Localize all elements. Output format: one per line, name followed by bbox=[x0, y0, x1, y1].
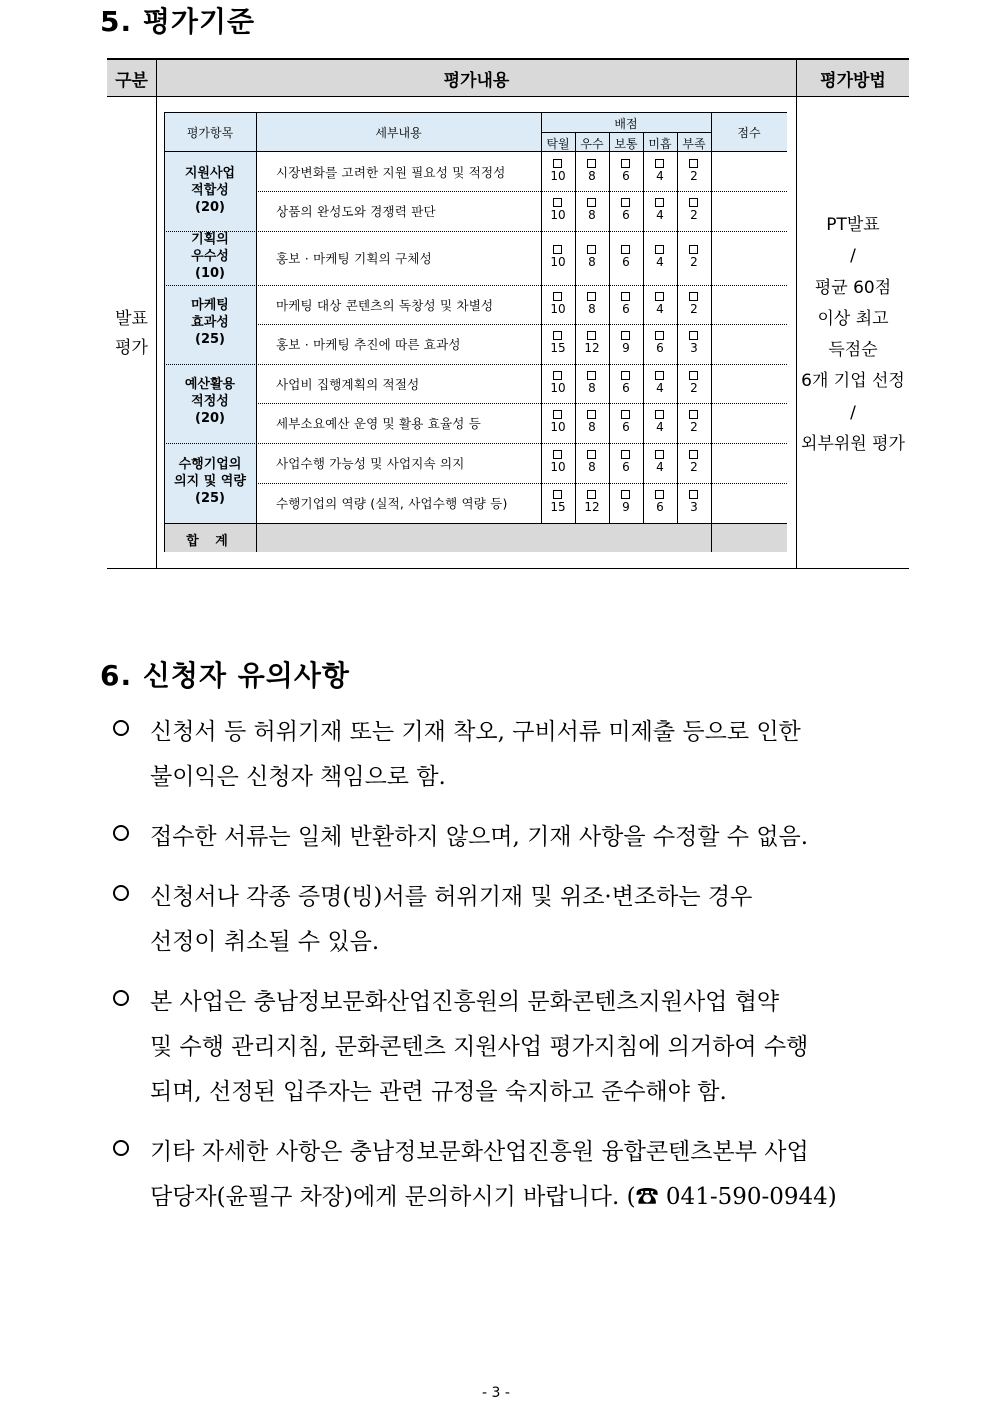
checkbox-icon[interactable] bbox=[689, 450, 698, 459]
point-value: 2 bbox=[690, 460, 698, 474]
method-line: 이상 최고 bbox=[817, 308, 889, 329]
method-line: 평균 60점 bbox=[814, 277, 892, 298]
row-divider bbox=[164, 364, 711, 365]
page-number: - 3 - bbox=[482, 1385, 510, 1401]
point-value: 8 bbox=[588, 255, 596, 269]
checkbox-icon[interactable] bbox=[689, 292, 698, 301]
total-label: 합 계 bbox=[186, 534, 234, 549]
point-value: 15 bbox=[550, 341, 566, 355]
point-value: 4 bbox=[656, 208, 664, 222]
inner-detail-line bbox=[541, 112, 542, 524]
point-value: 8 bbox=[588, 420, 596, 434]
row-detail: 상품의 완성도와 경쟁력 판단 bbox=[276, 204, 436, 219]
point-value: 10 bbox=[550, 460, 566, 474]
row-detail: 마케팅 대상 콘텐츠의 독창성 및 차별성 bbox=[276, 297, 494, 313]
inner-category-line bbox=[256, 112, 257, 552]
checkbox-icon[interactable] bbox=[689, 331, 698, 340]
checkbox-icon[interactable] bbox=[621, 450, 630, 459]
category-cell bbox=[164, 297, 256, 348]
checkbox-icon[interactable] bbox=[655, 245, 664, 254]
level-average: 보통 bbox=[614, 137, 638, 151]
checkbox-icon[interactable] bbox=[553, 371, 562, 380]
checkbox-icon[interactable] bbox=[655, 490, 664, 499]
point-value: 15 bbox=[550, 500, 566, 514]
notice-line: 기타 자세한 사항은 충남정보문화산업진흥원 융합콘텐츠본부 사업 bbox=[150, 1139, 809, 1165]
row-detail: 수행기업의 역량 (실적, 사업수행 역량 등) bbox=[276, 496, 508, 511]
checkbox-icon[interactable] bbox=[655, 371, 664, 380]
category-line: 효과성 bbox=[191, 315, 229, 330]
category-line: 예산활용 bbox=[184, 377, 236, 392]
point-value: 2 bbox=[690, 208, 698, 222]
point-value: 4 bbox=[656, 380, 664, 395]
checkbox-icon[interactable] bbox=[587, 331, 596, 340]
notice-line: 신청서 등 허위기재 또는 기재 착오, 구비서류 미제출 등으로 인한 bbox=[150, 719, 801, 745]
category-cell bbox=[164, 165, 256, 216]
method-line: / bbox=[850, 402, 856, 423]
checkbox-icon[interactable] bbox=[689, 245, 698, 254]
point-value: 6 bbox=[656, 341, 664, 355]
notice-line: 선정이 취소될 수 있음. bbox=[150, 929, 380, 955]
checkbox-icon[interactable] bbox=[621, 371, 630, 380]
checkbox-icon[interactable] bbox=[621, 245, 630, 254]
point-value: 8 bbox=[588, 168, 596, 183]
method-line: PT발표 bbox=[826, 215, 880, 235]
point-value: 6 bbox=[622, 460, 630, 474]
category-cell bbox=[164, 376, 256, 427]
score-divider bbox=[711, 403, 787, 404]
score-divider bbox=[711, 231, 787, 232]
circle-bullet-icon bbox=[113, 720, 129, 736]
point-value: 9 bbox=[622, 500, 630, 514]
checkbox-icon[interactable] bbox=[621, 292, 630, 301]
point-value: 10 bbox=[550, 301, 566, 316]
inner-total-line bbox=[164, 523, 787, 524]
checkbox-icon[interactable] bbox=[553, 198, 562, 207]
point-value: 12 bbox=[584, 341, 600, 355]
point-value: 10 bbox=[550, 208, 566, 222]
point-value: 4 bbox=[656, 255, 664, 269]
division-cell bbox=[107, 305, 156, 363]
inner-top-line bbox=[164, 112, 787, 113]
division-line-1: 발표 bbox=[115, 309, 148, 329]
checkbox-icon[interactable] bbox=[553, 159, 562, 168]
point-value: 2 bbox=[690, 380, 698, 395]
checkbox-icon[interactable] bbox=[621, 198, 630, 207]
point-value: 10 bbox=[550, 420, 566, 434]
checkbox-icon[interactable] bbox=[553, 245, 562, 254]
notice-line: 되며, 선정된 입주자는 관련 규정을 숙지하고 준수해야 함. bbox=[150, 1079, 727, 1105]
circle-bullet-icon bbox=[113, 1140, 129, 1156]
method-line: / bbox=[850, 246, 856, 267]
point-value: 3 bbox=[690, 500, 698, 514]
point-value: 3 bbox=[690, 341, 698, 355]
notice-line: 신청서나 각종 증명(빙)서를 허위기재 및 위조·변조하는 경우 bbox=[150, 884, 753, 910]
method-line: 6개 기업 선정 bbox=[801, 371, 905, 392]
checkbox-icon[interactable] bbox=[553, 450, 562, 459]
category-line: (25) bbox=[195, 332, 225, 347]
category-cell bbox=[164, 456, 256, 507]
score-divider bbox=[711, 364, 787, 365]
outer-top-border bbox=[107, 58, 909, 60]
point-value: 2 bbox=[690, 255, 698, 269]
section5-title: 5. 평가기준 bbox=[100, 5, 256, 38]
checkbox-icon[interactable] bbox=[689, 410, 698, 419]
checkbox-icon[interactable] bbox=[587, 245, 596, 254]
checkbox-icon[interactable] bbox=[621, 410, 630, 419]
notice-line: 불이익은 신청자 책임으로 함. bbox=[150, 764, 446, 790]
category-line: 기획의 bbox=[191, 232, 229, 247]
point-value: 4 bbox=[656, 168, 664, 183]
row-divider bbox=[164, 285, 711, 286]
point-value: 8 bbox=[588, 380, 596, 395]
inner-header-score: 점수 bbox=[737, 126, 761, 140]
inner-header-detail: 세부내용 bbox=[375, 126, 422, 140]
score-divider bbox=[711, 483, 787, 484]
category-line: 지원사업 bbox=[184, 166, 236, 181]
category-line: 우수성 bbox=[191, 249, 229, 264]
row-divider bbox=[256, 483, 711, 484]
checkbox-icon[interactable] bbox=[587, 490, 596, 499]
checkbox-icon[interactable] bbox=[587, 198, 596, 207]
checkbox-icon[interactable] bbox=[655, 450, 664, 459]
header-division: 구분 bbox=[115, 71, 148, 91]
point-value: 8 bbox=[588, 208, 596, 222]
section6-title: 6. 신청자 유의사항 bbox=[100, 659, 350, 692]
checkbox-icon[interactable] bbox=[655, 159, 664, 168]
checkbox-icon[interactable] bbox=[587, 371, 596, 380]
point-value: 6 bbox=[656, 500, 664, 514]
inner-header-points: 배점 bbox=[614, 117, 638, 131]
point-value: 9 bbox=[622, 341, 630, 355]
checkbox-icon[interactable] bbox=[587, 292, 596, 301]
row-divider bbox=[256, 403, 711, 404]
score-divider bbox=[711, 285, 787, 286]
checkbox-icon[interactable] bbox=[587, 410, 596, 419]
category-line: (20) bbox=[195, 200, 225, 215]
category-line: (10) bbox=[195, 266, 225, 281]
level-good: 우수 bbox=[580, 137, 604, 151]
circle-bullet-icon bbox=[113, 885, 129, 901]
point-value: 6 bbox=[622, 208, 630, 222]
level-poor: 미흡 bbox=[648, 137, 672, 151]
outer-header-border bbox=[107, 96, 909, 97]
category-line: 적합성 bbox=[191, 183, 229, 198]
point-value: 2 bbox=[690, 301, 698, 316]
point-value: 10 bbox=[550, 168, 566, 183]
point-value: 2 bbox=[690, 168, 698, 183]
point-value: 4 bbox=[656, 460, 664, 474]
checkbox-icon[interactable] bbox=[553, 490, 562, 499]
checkbox-icon[interactable] bbox=[553, 331, 562, 340]
checkbox-icon[interactable] bbox=[655, 331, 664, 340]
row-detail: 사업수행 가능성 및 사업지속 의지 bbox=[276, 456, 465, 471]
point-value: 6 bbox=[622, 301, 630, 316]
checkbox-icon[interactable] bbox=[689, 490, 698, 499]
row-divider bbox=[164, 231, 711, 232]
checkbox-icon[interactable] bbox=[655, 410, 664, 419]
header-method: 평가방법 bbox=[820, 71, 886, 91]
category-line: 적정성 bbox=[191, 394, 229, 409]
category-line: (20) bbox=[195, 411, 225, 426]
checkbox-icon[interactable] bbox=[621, 331, 630, 340]
header-content: 평가내용 bbox=[443, 71, 510, 91]
row-detail: 세부소요예산 운영 및 활용 효율성 등 bbox=[276, 416, 481, 431]
point-value: 2 bbox=[690, 420, 698, 434]
level-excellent: 탁월 bbox=[546, 137, 570, 151]
checkbox-icon[interactable] bbox=[587, 159, 596, 168]
division-line-2: 평가 bbox=[115, 338, 148, 358]
category-line: 마케팅 bbox=[191, 298, 229, 313]
score-divider bbox=[711, 443, 787, 444]
circle-bullet-icon bbox=[113, 990, 129, 1006]
row-divider bbox=[256, 324, 711, 325]
checkbox-icon[interactable] bbox=[621, 490, 630, 499]
checkbox-icon[interactable] bbox=[553, 410, 562, 419]
category-cell bbox=[164, 231, 256, 282]
outer-divider-1 bbox=[156, 58, 157, 569]
checkbox-icon[interactable] bbox=[655, 198, 664, 207]
inner-points-subline bbox=[541, 132, 711, 133]
row-detail: 시장변화를 고려한 지원 필요성 및 적정성 bbox=[276, 164, 506, 180]
inner-total-bg bbox=[164, 523, 787, 552]
row-detail: 사업비 집행계획의 적절성 bbox=[276, 376, 420, 392]
row-detail: 홍보 · 마케팅 기획의 구체성 bbox=[276, 251, 432, 266]
point-value: 12 bbox=[584, 500, 600, 514]
inner-header-item: 평가항목 bbox=[186, 126, 234, 140]
row-divider bbox=[256, 191, 711, 192]
point-value: 10 bbox=[550, 255, 566, 269]
method-line: 득점순 bbox=[828, 340, 878, 361]
level-insufficient: 부족 bbox=[682, 137, 706, 151]
row-detail: 홍보 · 마케팅 추진에 따른 효과성 bbox=[276, 337, 461, 352]
row-divider bbox=[164, 443, 711, 444]
checkbox-icon[interactable] bbox=[621, 159, 630, 168]
point-value: 8 bbox=[588, 460, 596, 474]
point-value: 8 bbox=[588, 301, 596, 316]
method-line: 외부위원 평가 bbox=[801, 434, 905, 455]
category-line: 의지 및 역량 bbox=[174, 474, 246, 489]
point-value: 4 bbox=[656, 420, 664, 434]
notice-line: 접수한 서류는 일체 반환하지 않으며, 기재 사항을 수정할 수 없음. bbox=[150, 824, 809, 850]
point-value: 6 bbox=[622, 420, 630, 434]
notice-line: 담당자(윤필구 차장)에게 문의하시기 바랍니다. (☎ 041-590-0944) bbox=[150, 1184, 837, 1210]
circle-bullet-icon bbox=[113, 825, 129, 841]
outer-bottom-border bbox=[107, 568, 909, 569]
notice-line: 본 사업은 충남정보문화산업진흥원의 문화콘텐츠지원사업 협약 bbox=[150, 989, 780, 1015]
checkbox-icon[interactable] bbox=[689, 198, 698, 207]
score-divider bbox=[711, 191, 787, 192]
score-divider bbox=[711, 324, 787, 325]
checkbox-icon[interactable] bbox=[587, 450, 596, 459]
point-value: 6 bbox=[622, 255, 630, 269]
checkbox-icon[interactable] bbox=[553, 292, 562, 301]
category-line: (25) bbox=[195, 491, 225, 506]
method-cell bbox=[797, 210, 909, 460]
point-value: 6 bbox=[622, 380, 630, 395]
point-value: 6 bbox=[622, 168, 630, 183]
point-value: 4 bbox=[656, 301, 664, 316]
inner-score-line bbox=[711, 112, 712, 552]
point-value: 10 bbox=[550, 380, 566, 395]
checkbox-icon[interactable] bbox=[689, 371, 698, 380]
category-line: 수행기업의 bbox=[178, 457, 242, 472]
notice-line: 및 수행 관리지침, 문화콘텐츠 지원사업 평가지침에 의거하여 수행 bbox=[150, 1034, 809, 1060]
checkbox-icon[interactable] bbox=[689, 159, 698, 168]
checkbox-icon[interactable] bbox=[655, 292, 664, 301]
